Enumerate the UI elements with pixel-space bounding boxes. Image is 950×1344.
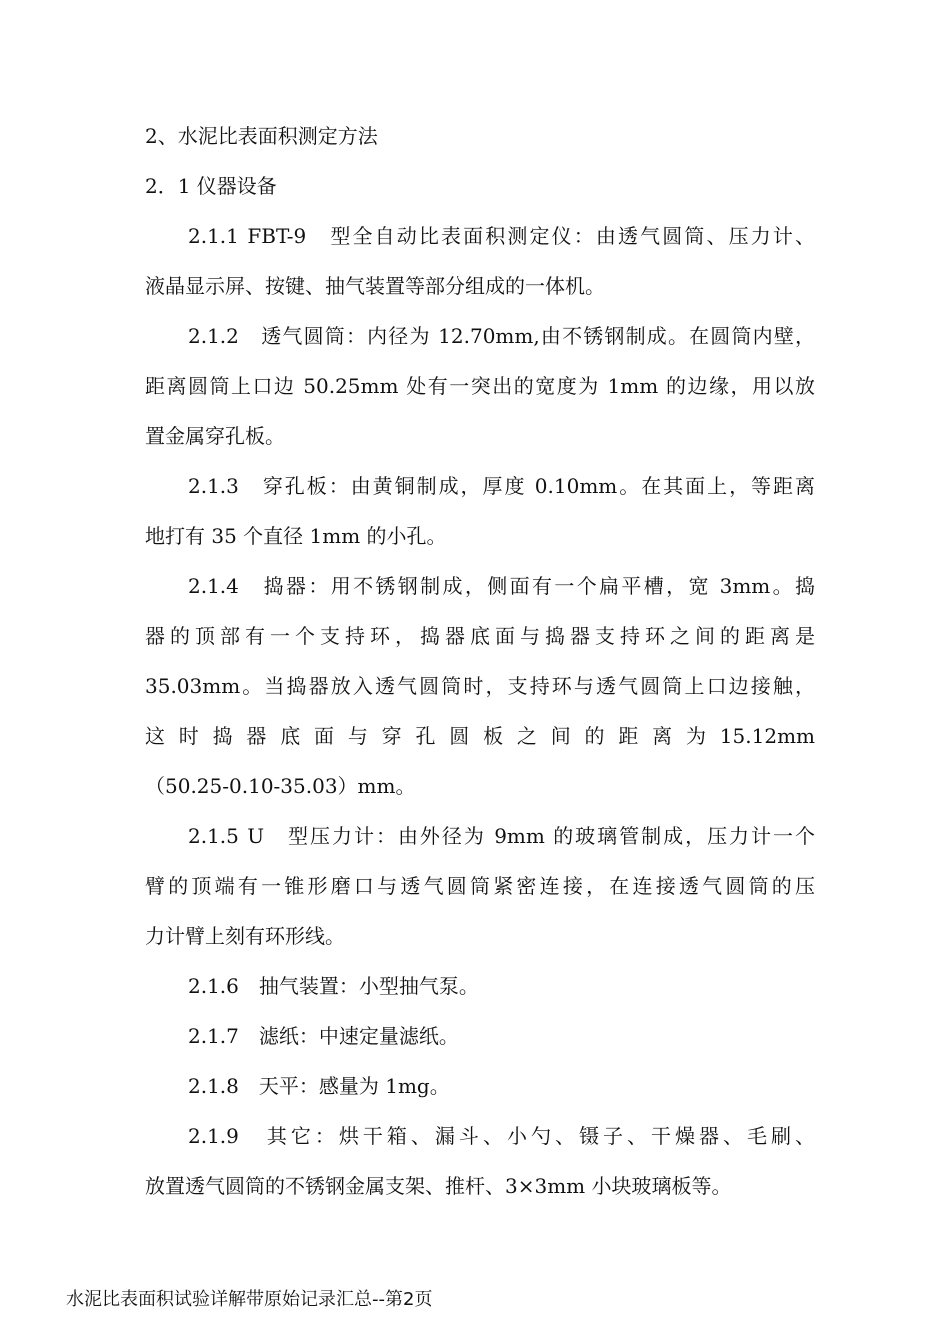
paragraph-line: 2.1.8 天平：感量为 1mg。	[188, 1074, 450, 1098]
paragraph-line: 置金属穿孔板。	[145, 424, 285, 448]
paragraph-line: 地打有 35 个直径 1mm 的小孔。	[145, 524, 447, 548]
paragraph-line: 2.1.9 其它：烘干箱、漏斗、小勺、镊子、干燥器、毛刷、	[188, 1124, 815, 1148]
paragraph-line: 35.03mm。当捣器放入透气圆筒时，支持环与透气圆筒上口边接触，	[145, 674, 815, 698]
paragraph-line: 2.1.7 滤纸：中速定量滤纸。	[188, 1024, 459, 1048]
paragraph-line: （50.25-0.10-35.03）mm。	[145, 774, 416, 798]
paragraph-line: 器的顶部有一个支持环，捣器底面与捣器支持环之间的距离是	[145, 624, 815, 648]
paragraph-line: 2.1.4 捣器：用不锈钢制成，侧面有一个扁平槽，宽 3mm。捣	[188, 574, 815, 598]
paragraph-line: 2.1.6 抽气装置：小型抽气泵。	[188, 974, 479, 998]
paragraph-line: 2.1.5 U 型压力计：由外径为 9mm 的玻璃管制成，压力计一个	[188, 824, 815, 848]
paragraph-line: 2.1.3 穿孔板：由黄铜制成，厚度 0.10mm。在其面上，等距离	[188, 474, 815, 498]
paragraph-line: 臂的顶端有一锥形磨口与透气圆筒紧密连接，在连接透气圆筒的压	[145, 874, 815, 898]
section-heading: 2、水泥比表面积测定方法	[145, 124, 378, 148]
paragraph-line: 力计臂上刻有环形线。	[145, 924, 345, 948]
page-footer: 水泥比表面积试验详解带原始记录汇总--第2页	[66, 1289, 433, 1310]
paragraph-line: 距离圆筒上口边 50.25mm 处有一突出的宽度为 1mm 的边缘，用以放	[145, 374, 815, 398]
paragraph-line: 这 时 捣 器 底 面 与 穿 孔 圆 板 之 间 的 距 离 为 15.12mm	[145, 724, 815, 748]
paragraph-line: 放置透气圆筒的不锈钢金属支架、推杆、3×3mm 小块玻璃板等。	[145, 1174, 732, 1198]
paragraph-line: 2.1.1 FBT-9 型全自动比表面积测定仪：由透气圆筒、压力计、	[188, 224, 815, 248]
paragraph-line: 液晶显示屏、按键、抽气装置等部分组成的一体机。	[145, 274, 605, 298]
subsection-heading: 2．1 仪器设备	[145, 174, 277, 198]
paragraph-line: 2.1.2 透气圆筒：内径为 12.70mm,由不锈钢制成。在圆筒内壁，	[188, 324, 815, 348]
